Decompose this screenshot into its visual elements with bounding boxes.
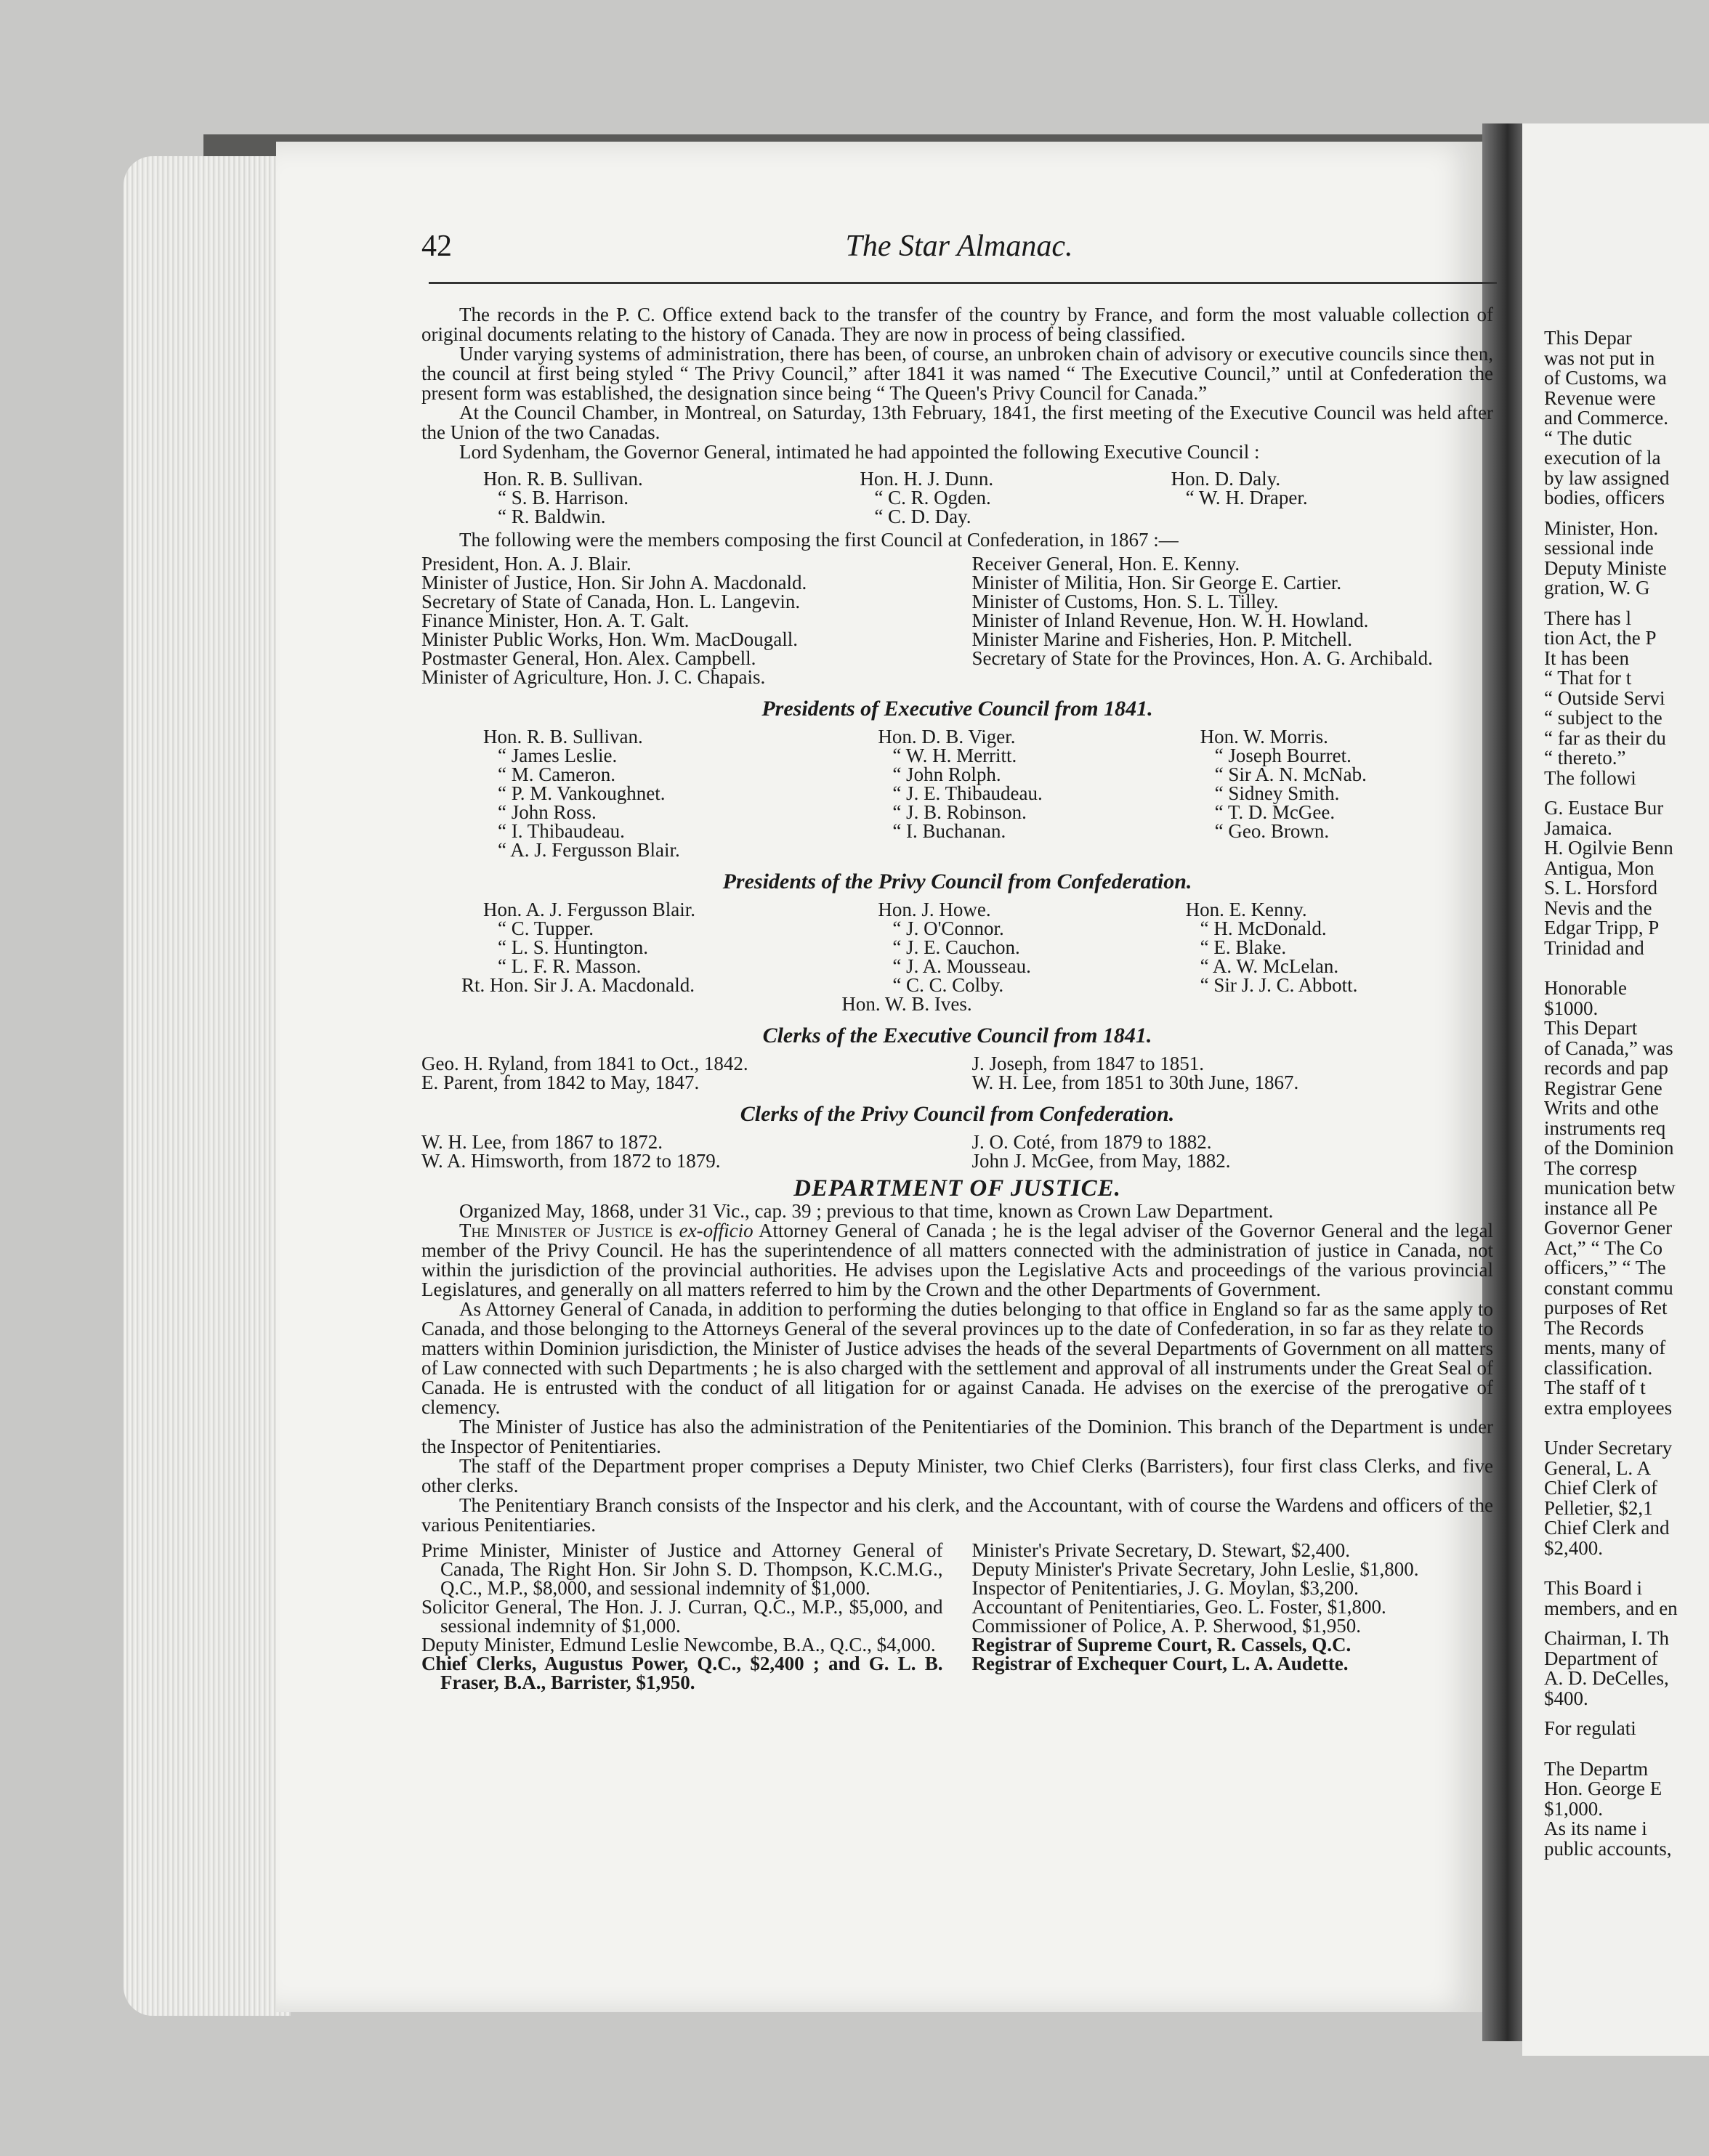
- justice-paragraph-2-rest: Attorney General of Canada ; he is the legal adviser of the Governor General and the legal member of the Privy Council. He has the superintendence of all matters connected with the administration of justice in Canada, not within the jurisdiction of the provincial authorities. He advises upon the Legislative Acts and proceedings of the various provincial Legislatures, and generally on all matters referred to him by the Crown and the other Departments of Government.: [421, 1220, 1494, 1300]
- department-heading: DEPARTMENT OF JUSTICE.: [793, 1175, 1121, 1201]
- right-page-fragment: of Customs, wa: [1544, 367, 1667, 389]
- list-item: “ Sir J. J. C. Abbott.: [1200, 974, 1358, 996]
- right-page-fragment: bodies, officers: [1544, 487, 1665, 508]
- list-item: “ Sir A. N. McNab.: [1214, 763, 1367, 785]
- list-item: President, Hon. A. J. Blair.: [421, 553, 631, 575]
- list-item: Hon. J. Howe.: [878, 899, 991, 920]
- list-item: Commissioner of Police, A. P. Sherwood, $1,950.: [971, 1615, 1362, 1637]
- presidents-exec-list: [421, 727, 1493, 859]
- right-page-fragment: “ subject to the: [1544, 707, 1662, 729]
- right-page-fragment: $1000.: [1544, 997, 1599, 1019]
- list-item: “ P. M. Vankoughnet.: [498, 782, 666, 804]
- justice-staff-left: [421, 1541, 943, 1692]
- clerks-privy-right: [972, 1132, 1494, 1170]
- right-page-fragment: The staff of t: [1544, 1377, 1646, 1398]
- list-item: “ A. J. Fergusson Blair.: [498, 839, 680, 861]
- list-item: “ W. H. Merritt.: [892, 745, 1017, 766]
- right-page-fragment: Antigua, Mon: [1544, 856, 1655, 879]
- council-1867-list: [421, 554, 1493, 686]
- right-page-fragment: Revenue were: [1544, 386, 1656, 409]
- justice-paragraph-1: Organized May, 1868, under 31 Vic., cap. 39 ; previous to that time, known as Crown Law Department.: [459, 1200, 1274, 1222]
- right-page: [1522, 123, 1709, 2056]
- list-item: “ Joseph Bourret.: [1214, 745, 1352, 766]
- list-item: Chief Clerks, Augustus Power, Q.C., $2,400 ; and G. L. B. Fraser, B.A., Barrister, $1,950.: [421, 1653, 943, 1693]
- list-item: “ Geo. Brown.: [1214, 820, 1330, 842]
- running-title: The Star Almanac.: [845, 230, 1073, 263]
- right-page-fragment: Jamaica.: [1544, 816, 1612, 839]
- list-item: Hon. A. J. Fergusson Blair.: [483, 899, 696, 920]
- right-page-fragment: There has l: [1544, 607, 1631, 629]
- right-page-fragment: execution of la: [1544, 447, 1661, 469]
- right-page-fragment: The Departm: [1544, 1757, 1649, 1780]
- justice-paragraph-5: The staff of the Department proper comprises a Deputy Minister, two Chief Clerks (Barristers), four first class Clerks, and five other clerks.: [421, 1455, 1493, 1496]
- header-rule: [429, 282, 1497, 284]
- list-item: “ John Rolph.: [892, 763, 1001, 785]
- right-page-fragment: Nevis and the: [1544, 896, 1652, 919]
- list-item: Hon. H. J. Dunn.: [860, 468, 994, 490]
- right-page-fragment: The followi: [1544, 766, 1636, 789]
- justice-is: is: [653, 1220, 679, 1241]
- list-item: “ T. D. McGee.: [1214, 801, 1336, 823]
- clerks-exec-list: [421, 1054, 1493, 1092]
- list-item: “ A. W. McLelan.: [1200, 955, 1339, 977]
- list-item: W. A. Himsworth, from 1872 to 1879.: [421, 1150, 721, 1172]
- right-page-fragment: “ Outside Servi: [1544, 686, 1665, 709]
- page-content: [421, 305, 1493, 1693]
- right-page-fragment: The corresp: [1544, 1156, 1638, 1179]
- list-item: J. O. Coté, from 1879 to 1882.: [971, 1131, 1212, 1153]
- presidents-privy-col1: [461, 899, 820, 1013]
- right-page-fragment: gration, W. G: [1544, 577, 1650, 599]
- right-page-fragment: “ thereto.”: [1544, 747, 1626, 769]
- list-item: Hon. R. B. Sullivan.: [483, 726, 643, 747]
- list-item: “ J. A. Mousseau.: [892, 955, 1031, 977]
- right-page-fragment: “ That for t: [1544, 667, 1632, 689]
- right-page-fragment: was not put in: [1544, 346, 1655, 369]
- list-item: W. H. Lee, from 1851 to 30th June, 1867.: [971, 1071, 1299, 1093]
- right-page-fragment: tion Act, the P: [1544, 627, 1657, 649]
- right-page-fragment: “ The dutic: [1544, 426, 1632, 449]
- list-item: “ R. Baldwin.: [498, 506, 606, 527]
- right-page-fragment: sessional inde: [1544, 537, 1654, 559]
- list-item: “ W. H. Draper.: [1185, 487, 1308, 508]
- ex-officio-term: ex-officio: [679, 1220, 754, 1241]
- book-page-edges: [124, 156, 291, 2016]
- list-item: Receiver General, Hon. E. Kenny.: [971, 553, 1240, 575]
- right-page-fragment: Chief Clerk of: [1544, 1477, 1657, 1499]
- list-item: Finance Minister, Hon. A. T. Galt.: [421, 609, 690, 631]
- right-page-fragment: “ far as their du: [1544, 726, 1666, 749]
- right-page-fragment: instance all Pe: [1544, 1196, 1657, 1219]
- list-item: “ L. F. R. Masson.: [498, 955, 642, 977]
- list-item: Solicitor General, The Hon. J. J. Curran, Q.C., M.P., $5,000, and sessional indemnity of $1,000.: [421, 1596, 943, 1637]
- list-item: W. H. Lee, from 1867 to 1872.: [421, 1131, 663, 1153]
- right-page-fragment: Honorable: [1544, 977, 1627, 999]
- list-item: John J. McGee, from May, 1882.: [971, 1150, 1231, 1172]
- intro-paragraph-4: Lord Sydenham, the Governor General, intimated he had appointed the following Executive Council :: [459, 441, 1260, 463]
- right-page-fragment: Chief Clerk and: [1544, 1517, 1670, 1539]
- list-item: “ J. E. Thibaudeau.: [892, 782, 1043, 804]
- list-item: “ C. R. Ogden.: [874, 487, 991, 508]
- right-page-fragment: This Depar: [1544, 327, 1632, 349]
- right-page-fragment: ments, many of: [1544, 1337, 1666, 1358]
- right-page-fragment: Trinidad and: [1544, 936, 1644, 959]
- list-item: Hon. W. B. Ives.: [841, 993, 972, 1015]
- list-item: Accountant of Penitentiaries, Geo. L. Foster, $1,800.: [971, 1596, 1386, 1618]
- list-item: Prime Minister, Minister of Justice and Attorney General of Canada, The Right Hon. Sir John S. D. Thompson, K.C.M.G., Q.C., M.P., $8,000, and sessional indemnity of $1,000.: [421, 1539, 943, 1599]
- right-page-fragment: This Board i: [1544, 1577, 1642, 1599]
- right-page-fragment: $400.: [1544, 1687, 1588, 1709]
- list-item: “ J. E. Cauchon.: [892, 936, 1020, 958]
- justice-paragraph-4: The Minister of Justice has also the administration of the Penitentiaries of the Dominion. This branch of the Department is under the Inspector of Penitentiaries.: [421, 1416, 1493, 1457]
- list-item: Minister's Private Secretary, D. Stewart, $2,400.: [971, 1539, 1351, 1561]
- list-item: Secretary of State of Canada, Hon. L. Langevin.: [421, 591, 801, 612]
- list-item: “ J. O'Connor.: [892, 917, 1004, 939]
- list-item: Minister of Customs, Hon. S. L. Tilley.: [971, 591, 1279, 612]
- right-page-fragment: For regulati: [1544, 1717, 1636, 1739]
- list-item: Geo. H. Ryland, from 1841 to Oct., 1842.: [421, 1053, 748, 1074]
- justice-staff-right: [972, 1541, 1494, 1692]
- right-page-fragment: Department of: [1544, 1647, 1658, 1669]
- right-page-fragment: munication betw: [1544, 1177, 1676, 1199]
- council-1841-col3: [1157, 469, 1493, 526]
- list-item: Postmaster General, Hon. Alex. Campbell.: [421, 647, 756, 669]
- page-header: [421, 229, 1497, 272]
- right-page-fragment: constant commu: [1544, 1276, 1673, 1299]
- right-page-fragment: extra employees: [1544, 1396, 1673, 1419]
- clerks-exec-right: [972, 1054, 1494, 1092]
- list-item: Hon. D. B. Viger.: [878, 726, 1016, 747]
- presidents-exec-col2: [820, 727, 1156, 859]
- clerks-privy-heading: Clerks of the Privy Council from Confederation.: [740, 1102, 1175, 1126]
- right-page-fragment: Act,” “ The Co: [1544, 1236, 1662, 1259]
- intro-paragraph-3: At the Council Chamber, in Montreal, on Saturday, 13th February, 1841, the first meeting of the Executive Council was held after the Union of the two Canadas.: [421, 402, 1493, 443]
- list-item: Hon. W. Morris.: [1200, 726, 1328, 747]
- list-item: Registrar of Exchequer Court, L. A. Audette.: [971, 1653, 1349, 1674]
- right-page-fragment: public accounts,: [1544, 1837, 1672, 1860]
- list-item: E. Parent, from 1842 to May, 1847.: [421, 1071, 700, 1093]
- right-page-fragment: Governor Gener: [1544, 1217, 1673, 1239]
- right-page-fragment: Writs and othe: [1544, 1097, 1659, 1119]
- list-item: Minister of Agriculture, Hon. J. C. Chapais.: [421, 666, 766, 688]
- presidents-exec-col3: [1157, 727, 1493, 859]
- right-page-fragment: $1,000.: [1544, 1797, 1603, 1820]
- list-item: Deputy Minister, Edmund Leslie Newcombe, B.A., Q.C., $4,000.: [421, 1634, 936, 1655]
- list-item: “ S. B. Harrison.: [498, 487, 629, 508]
- right-page-fragment: Minister, Hon.: [1544, 516, 1659, 539]
- list-item: J. Joseph, from 1847 to 1851.: [971, 1053, 1204, 1074]
- right-page-fragment: Hon. George E: [1544, 1778, 1662, 1799]
- right-page-fragment: classification.: [1544, 1356, 1653, 1379]
- right-page-fragment: and Commerce.: [1544, 407, 1668, 429]
- list-item: Secretary of State for the Provinces, Hon. A. G. Archibald.: [971, 647, 1433, 669]
- presidents-privy-list: [421, 900, 1493, 1013]
- list-item: “ L. S. Huntington.: [498, 936, 648, 958]
- list-item: “ Sidney Smith.: [1214, 782, 1340, 804]
- list-item: Minister of Justice, Hon. Sir John A. Macdonald.: [421, 572, 807, 593]
- presidents-exec-col1: [483, 727, 820, 859]
- intro-paragraph-1: The records in the P. C. Office extend back to the transfer of the country by France, and form the most valuable collection of original documents relating to the history of Canada. They are now in process of being classified.: [421, 304, 1493, 345]
- list-item: Hon. D. Daly.: [1171, 468, 1281, 490]
- list-item: Minister of Militia, Hon. Sir George E. Cartier.: [971, 572, 1342, 593]
- clerks-exec-heading: Clerks of the Executive Council from 1841.: [762, 1024, 1152, 1047]
- presidents-privy-col2: [820, 900, 1156, 1013]
- right-page-fragment: by law assigned: [1544, 466, 1670, 489]
- list-item: Inspector of Penitentiaries, J. G. Moylan, $3,200.: [971, 1577, 1359, 1599]
- presidents-privy-heading: Presidents of the Privy Council from Confederation.: [722, 870, 1192, 893]
- list-item: Minister of Inland Revenue, Hon. W. H. Howland.: [971, 609, 1369, 631]
- intro-paragraph-2: Under varying systems of administration, there has been, of course, an unbroken chain of advisory or executive councils since then, the council at first being styled “ The Privy Council,” after 1841 it was named “ The Executive Council,” until at Confederation the present form was established, the designation since being “ The Queen's Privy Council for Canada.”: [421, 343, 1493, 404]
- list-item: “ I. Buchanan.: [892, 820, 1006, 842]
- list-item: “ C. Tupper.: [498, 917, 594, 939]
- list-item: Hon. E. Kenny.: [1185, 899, 1307, 920]
- right-page-fragment: General, L. A: [1544, 1456, 1651, 1479]
- right-page-fragment: officers,” “ The: [1544, 1257, 1666, 1278]
- right-page-fragment: The Records: [1544, 1316, 1644, 1339]
- list-item: “ John Ross.: [498, 801, 597, 823]
- right-page-fragment: A. D. DeCelles,: [1544, 1667, 1669, 1689]
- right-page-fragment: of Canada,” was: [1544, 1037, 1673, 1059]
- council-1867-left: [421, 554, 943, 686]
- clerks-privy-list: [421, 1132, 1493, 1170]
- right-page-fragment: It has been: [1544, 647, 1629, 669]
- list-item: “ E. Blake.: [1200, 936, 1287, 958]
- council-1867-right: [972, 554, 1494, 686]
- council-1841-col2: [820, 469, 1156, 526]
- list-item: Hon. R. B. Sullivan.: [483, 468, 643, 490]
- right-page-fragment: H. Ogilvie Benn: [1544, 837, 1673, 859]
- right-page-fragment: records and pap: [1544, 1057, 1668, 1079]
- right-page-fragment: G. Eustace Bur: [1544, 797, 1664, 819]
- right-page-fragment: Deputy Ministe: [1544, 556, 1667, 579]
- list-item: “ M. Cameron.: [498, 763, 615, 785]
- clerks-privy-left: [421, 1132, 943, 1170]
- council-1841-list: [421, 469, 1493, 526]
- right-page-fragment: purposes of Ret: [1544, 1297, 1668, 1318]
- list-item: “ H. McDonald.: [1200, 917, 1327, 939]
- list-item: Registrar of Supreme Court, R. Cassels, Q.C.: [971, 1634, 1352, 1655]
- right-page-fragment: of the Dominion: [1544, 1137, 1674, 1159]
- justice-paragraph-2: [421, 1221, 1493, 1300]
- justice-paragraph-6: The Penitentiary Branch consists of the Inspector and his clerk, and the Accountant, with of course the Wardens and officers of the various Penitentiaries.: [421, 1494, 1493, 1536]
- page-number: 42: [421, 230, 452, 263]
- list-item: Rt. Hon. Sir J. A. Macdonald.: [461, 974, 695, 996]
- right-page-fragment: members, and en: [1544, 1597, 1678, 1619]
- list-item: “ I. Thibaudeau.: [498, 820, 625, 842]
- minister-lead: The Minister of Justice: [459, 1220, 653, 1241]
- list-item: “ J. B. Robinson.: [892, 801, 1027, 823]
- right-page-fragment: Chairman, I. Th: [1544, 1627, 1669, 1649]
- right-page-fragment: S. L. Horsford: [1544, 877, 1657, 899]
- list-item: Minister Marine and Fisheries, Hon. P. Mitchell.: [971, 628, 1352, 650]
- list-item: “ C. C. Colby.: [892, 974, 1004, 996]
- right-page-fragment: As its name i: [1544, 1817, 1647, 1839]
- list-item: “ James Leslie.: [498, 745, 618, 766]
- list-item: Minister Public Works, Hon. Wm. MacDougall.: [421, 628, 799, 650]
- justice-staff-list: [421, 1541, 1493, 1692]
- council-1841-col1: [483, 469, 820, 526]
- right-page-fragment: Registrar Gene: [1544, 1077, 1662, 1099]
- right-page-fragment: instruments req: [1544, 1116, 1666, 1139]
- right-page-fragment: Under Secretary: [1544, 1437, 1673, 1459]
- confederation-intro: The following were the members composing the first Council at Confederation, in 1867 :—: [459, 529, 1179, 551]
- right-page-fragment: This Depart: [1544, 1017, 1638, 1039]
- right-page-fragment: Pelletier, $2,1: [1544, 1496, 1653, 1519]
- presidents-privy-col3: [1157, 900, 1493, 1013]
- right-page-fragment: Edgar Tripp, P: [1544, 917, 1660, 939]
- list-item: Deputy Minister's Private Secretary, John Leslie, $1,800.: [971, 1558, 1419, 1580]
- presidents-exec-heading: Presidents of Executive Council from 1841.: [761, 697, 1153, 721]
- list-item: “ C. D. Day.: [874, 506, 971, 527]
- clerks-exec-left: [421, 1054, 943, 1092]
- right-page-fragment: $2,400.: [1544, 1536, 1603, 1559]
- justice-paragraph-3: As Attorney General of Canada, in addition to performing the duties belonging to that office in England so far as the same apply to Canada, and those belonging to the Attorneys General of the several provinces up to the date of Confederation, in so far as they relate to matters within Dominion jurisdiction, the Minister of Justice advises the heads of the several Departments of Government on all matters of Law connected with such Departments ; he is also charged with the settlement and approval of all instruments under the Great Seal of Canada. He is entrusted with the conduct of all litigation for or against Canada. He advises on the exercise of the prerogative of clemency.: [421, 1298, 1493, 1418]
